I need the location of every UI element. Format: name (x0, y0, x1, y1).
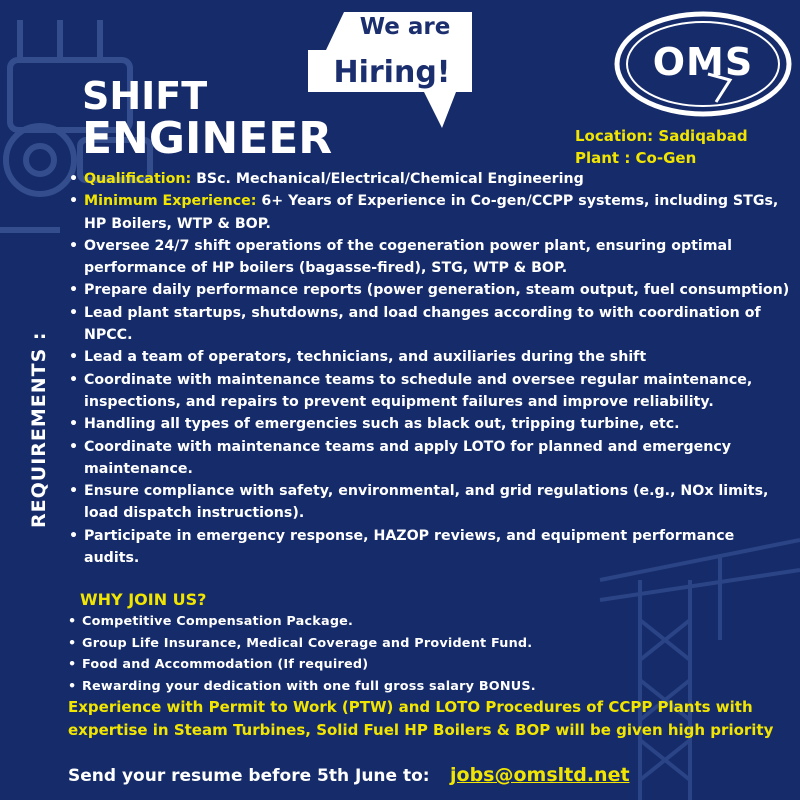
logo-text: OMS (652, 40, 754, 84)
list-item: • Lead plant startups, shutdowns, and load changes according to with coordination of NPCC. (64, 302, 794, 347)
location-block (575, 125, 748, 169)
send-resume-text: Send your resume before 5th June to: (68, 766, 430, 786)
list-item (64, 190, 794, 235)
list-item: • Competitive Compensation Package. (64, 611, 624, 633)
location-plant: Plant : Co-Gen (575, 149, 697, 167)
list-item: • Participate in emergency response, HAZOP reviews, and equipment performance audits. (64, 525, 794, 570)
list-item: • Ensure compliance with safety, environmental, and grid regulations (e.g., NOx limits, load dispatch instructions). (64, 480, 794, 525)
list-item: • Prepare daily performance reports (power generation, steam output, fuel consumption) (64, 279, 794, 301)
experience-label: Minimum Experience: (84, 193, 257, 210)
list-item: • Coordinate with maintenance teams to schedule and oversee regular maintenance, inspections, and repairs to prevent equipment failures and improve reliability. (64, 369, 794, 414)
requirements-list (64, 168, 794, 569)
list-item: • Lead a team of operators, technicians, and auxiliaries during the shift (64, 346, 794, 368)
why-join-list (64, 611, 624, 697)
bubble-line2: Hiring! (333, 55, 451, 90)
location-city: Location: Sadiqabad (575, 127, 748, 145)
requirements-label: REQUIREMENTS : (28, 331, 50, 528)
title-engineer: ENGINEER (82, 113, 333, 164)
list-item: • Food and Accommodation (If required) (64, 654, 624, 676)
list-item: • Oversee 24/7 shift operations of the cogeneration power plant, ensuring optimal performance of HP boilers (bagasse-fired), STG, WTP & BOP. (64, 235, 794, 280)
crane-icon (600, 540, 800, 800)
title-shift: SHIFT (82, 74, 208, 118)
list-item: • Handling all types of emergencies such as black out, tripping turbine, etc. (64, 413, 794, 435)
qualification-label: Qualification: (84, 171, 192, 187)
why-join-title: WHY JOIN US? (80, 590, 207, 609)
list-item: • Rewarding your dedication with one full gross salary BONUS. (64, 676, 624, 698)
qualification-text: BSc. Mechanical/Electrical/Chemical Engineering (196, 171, 584, 187)
experience-text: 6+ Years of Experience in Co-gen/CCPP systems, including STGs, HP Boilers, WTP & BOP. (84, 193, 779, 232)
list-item (64, 168, 794, 190)
list-item: • Coordinate with maintenance teams and apply LOTO for planned and emergency maintenance. (64, 436, 794, 481)
email-link[interactable]: jobs@omsltd.net (450, 764, 630, 786)
bubble-line1: We are (359, 14, 451, 40)
list-item: • Group Life Insurance, Medical Coverage and Provident Fund. (64, 633, 624, 655)
priority-note: Experience with Permit to Work (PTW) and LOTO Procedures of CCPP Plants with expertise in Steam Turbines, Solid Fuel HP Boilers & BOP will be given high priority (68, 698, 774, 739)
